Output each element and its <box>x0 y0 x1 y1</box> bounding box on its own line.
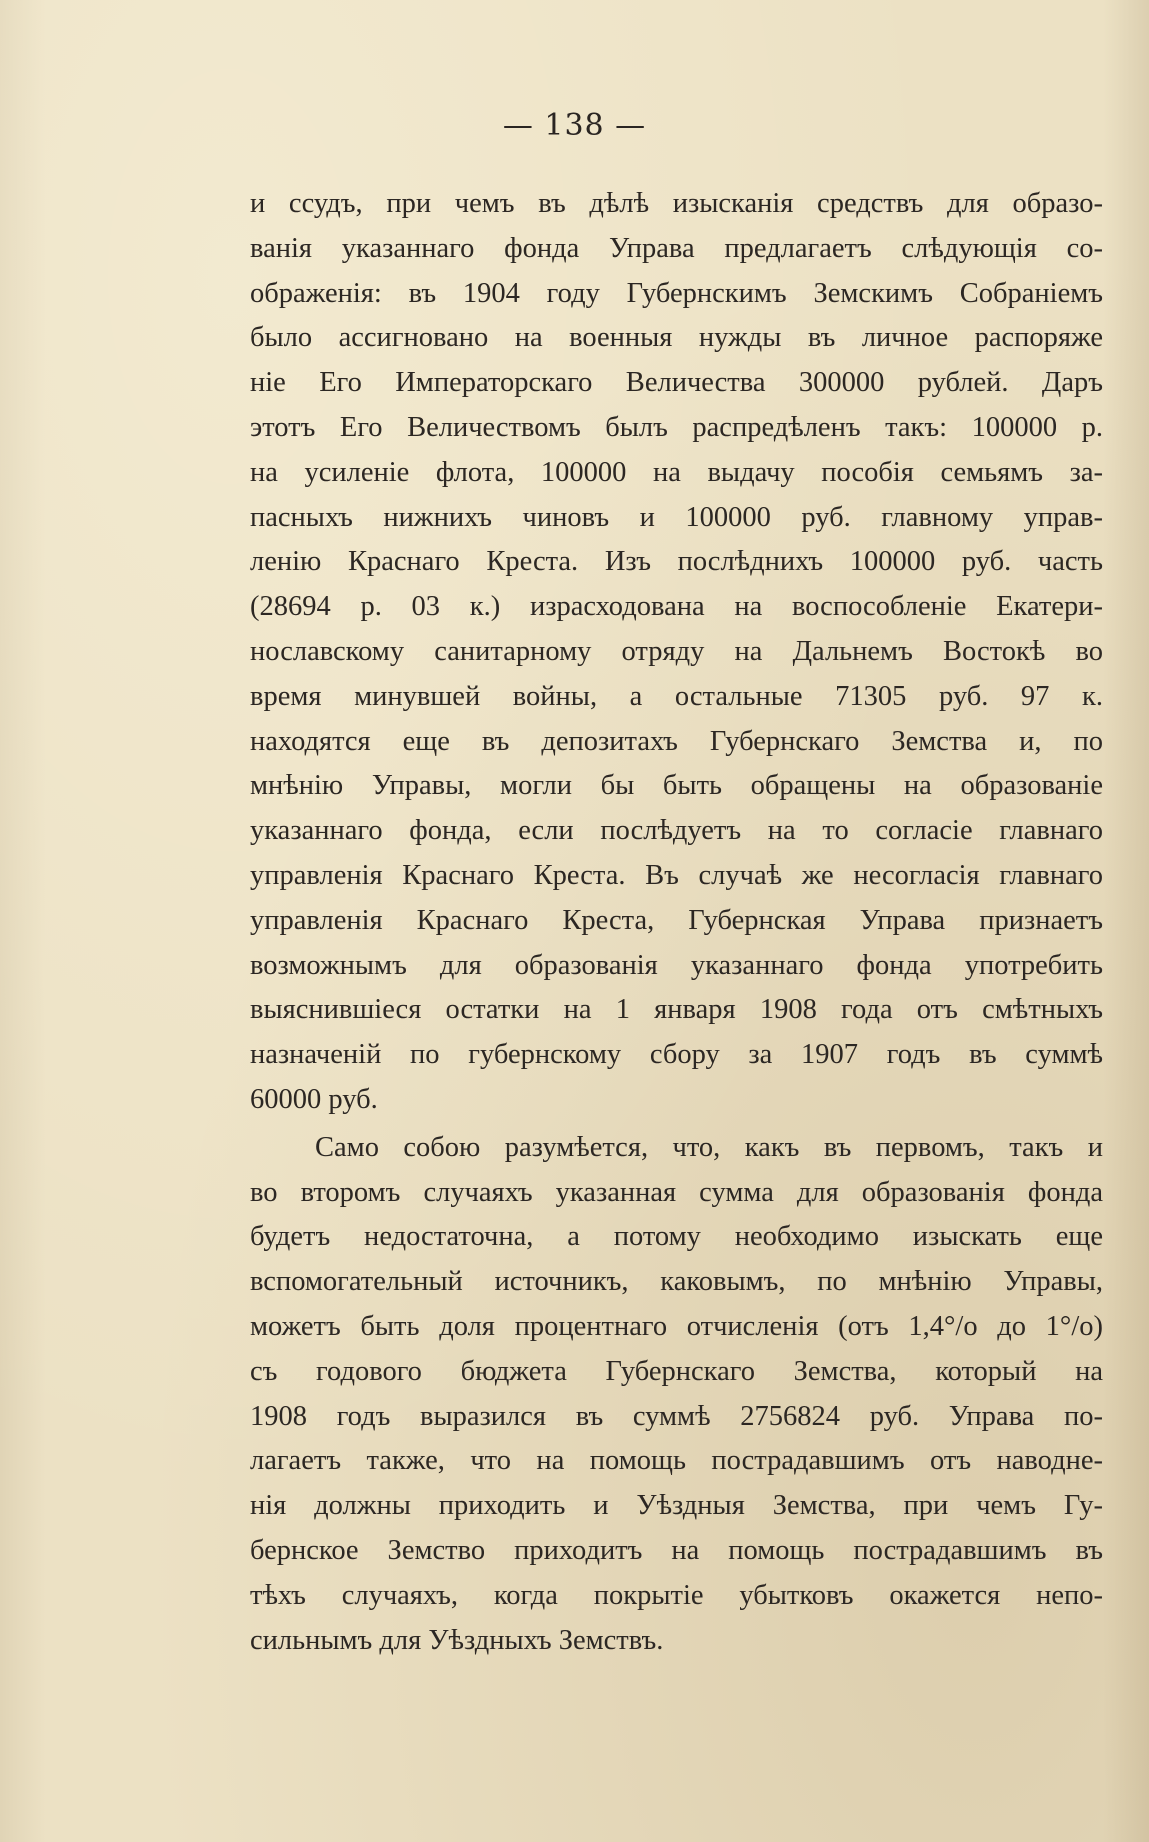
text-line: мнѣнію Управы, могли бы быть обращены на образованіе <box>250 770 1103 802</box>
text-line: и ссудъ, при чемъ въ дѣлѣ изысканія средствъ для образо- <box>250 188 1103 219</box>
text-line: будетъ недостаточна, а потому необходимо изыскать еще <box>250 1221 1103 1253</box>
text-line: управленія Краснаго Креста, Губернская Управа признаетъ <box>250 904 1103 936</box>
text-line: время минувшей войны, а остальные 71305 руб. 97 к. <box>250 680 1103 712</box>
text-line: указаннаго фонда, если послѣдуетъ на то согласіе главнаго <box>250 815 1103 847</box>
text-line: 1908 годъ выразился въ суммѣ 2756824 руб. Управа по- <box>250 1400 1103 1432</box>
text-line: было ассигновано на военныя нужды въ личное распоряже <box>250 322 1103 354</box>
text-line: во второмъ случаяхъ указанная сумма для образованія фонда <box>250 1176 1103 1208</box>
text-line: (28694 р. 03 к.) израсходована на воспособленіе Екатери- <box>250 591 1103 623</box>
text-line: управленія Краснаго Креста. Въ случаѣ же несогласія главнаго <box>250 859 1103 891</box>
text-line: бернское Земство приходитъ на помощь пострадавшимъ въ <box>250 1534 1103 1566</box>
text-line: съ годового бюджета Губернскаго Земства, который на <box>250 1355 1103 1387</box>
page-text <box>250 182 1103 1663</box>
text-line: на усиленіе флота, 100000 на выдачу пособія семьямъ за- <box>250 456 1103 488</box>
text-line: нія должны приходить и Уѣздныя Земства, при чемъ Гу- <box>250 1490 1103 1522</box>
text-line: ніе Его Императорскаго Величества 300000 рублей. Даръ <box>250 367 1103 399</box>
text-line: сильнымъ для Уѣздныхъ Земствъ. <box>250 1624 664 1656</box>
text-line: пасныхъ нижнихъ чиновъ и 100000 руб. главному управ- <box>250 501 1103 533</box>
text-line: нославскому санитарному отряду на Дальнемъ Востокѣ во <box>250 635 1103 667</box>
text-line: ображенія: въ 1904 году Губернскимъ Земскимъ Собраніемъ <box>250 277 1103 309</box>
text-line: тѣхъ случаяхъ, когда покрытіе убытковъ окажется непо- <box>250 1579 1103 1611</box>
text-line: находятся еще въ депозитахъ Губернскаго Земства и, по <box>250 725 1103 757</box>
text-line: выяснившіеся остатки на 1 января 1908 года отъ смѣтныхъ <box>250 994 1103 1026</box>
paragraph-1 <box>250 182 1103 1123</box>
text-line: возможнымъ для образованія указаннаго фонда употребить <box>250 949 1103 981</box>
text-line: этотъ Его Величествомъ былъ распредѣленъ такъ: 100000 р. <box>250 411 1103 443</box>
page-number: — 138 — <box>502 108 647 143</box>
text-line: Само собою разумѣется, что, какъ въ первомъ, такъ и <box>315 1131 1103 1163</box>
text-line: лагаетъ также, что на помощь пострадавшимъ отъ наводне- <box>250 1445 1103 1477</box>
text-line: ванія указаннаго фонда Управа предлагаетъ слѣдующія со- <box>250 232 1103 264</box>
text-line: ленію Краснаго Креста. Изъ послѣднихъ 100000 руб. часть <box>250 546 1103 578</box>
text-line: вспомогательный источникъ, каковымъ, по мнѣнію Управы, <box>250 1266 1103 1298</box>
text-line: 60000 руб. <box>250 1083 378 1115</box>
text-line: назначеній по губернскому сбору за 1907 годъ въ суммѣ <box>250 1039 1103 1071</box>
text-line: можетъ быть доля процентнаго отчисленія (отъ 1,4°/о до 1°/о) <box>250 1310 1103 1342</box>
paragraph-2 <box>250 1126 1103 1664</box>
